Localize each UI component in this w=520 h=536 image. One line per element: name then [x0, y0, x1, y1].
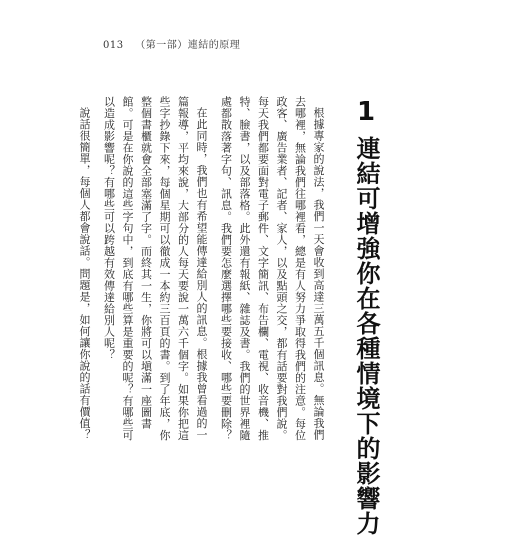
- paragraph: 在此同時，我們也有希望能傳達給別人的訊息。根據我曾看過的一篇報導，平均來說，大部分的人每天要說一萬六千個字。如果你把這些字抄錄下來，每個星期可以徹成一本約三百頁的書。到了年底，你整個書櫃就會全部塞滿了字。而終其一生，你將可以塡滿一座圖書館。可是在你說的這些字句中，到底有哪些算是重要的呢？有哪些可以造成影響呢？有哪些可以跨越有效傳達給別人呢？: [102, 96, 208, 441]
- chapter-number: 1: [356, 97, 376, 127]
- page-number: 013: [103, 40, 124, 51]
- running-header: [103, 40, 248, 52]
- chapter-heading: [350, 98, 382, 536]
- body-text: [78, 96, 327, 441]
- chapter-title: 連結可增強你在各種情境下的影響力: [352, 136, 381, 536]
- paragraph: 說話很簡單，每個人都會說話。問題是，如何讓你說的話有價值？: [78, 107, 91, 441]
- paragraph: 根據專家的說法，我們一天會收到高達三萬五千個訊息。無論我們去哪裡，無論我們往哪裡看，總是有人努力爭取得我們的注意。每位政客、廣告業者、記者、家人，以及點頭之交，都有話要對我們說。每天我們都要面對電子郵件、文字簡訊、布告欄、電視、收音機、推特、臉書，以及部落格。此外還有報紙、雜誌及書。我們的世界裡隨處都散落著字句、訊息。我們要怎麼選擇哪些要接收、哪些要刪除？: [219, 96, 325, 441]
- section-title: （第一部）連結的原理: [135, 40, 241, 51]
